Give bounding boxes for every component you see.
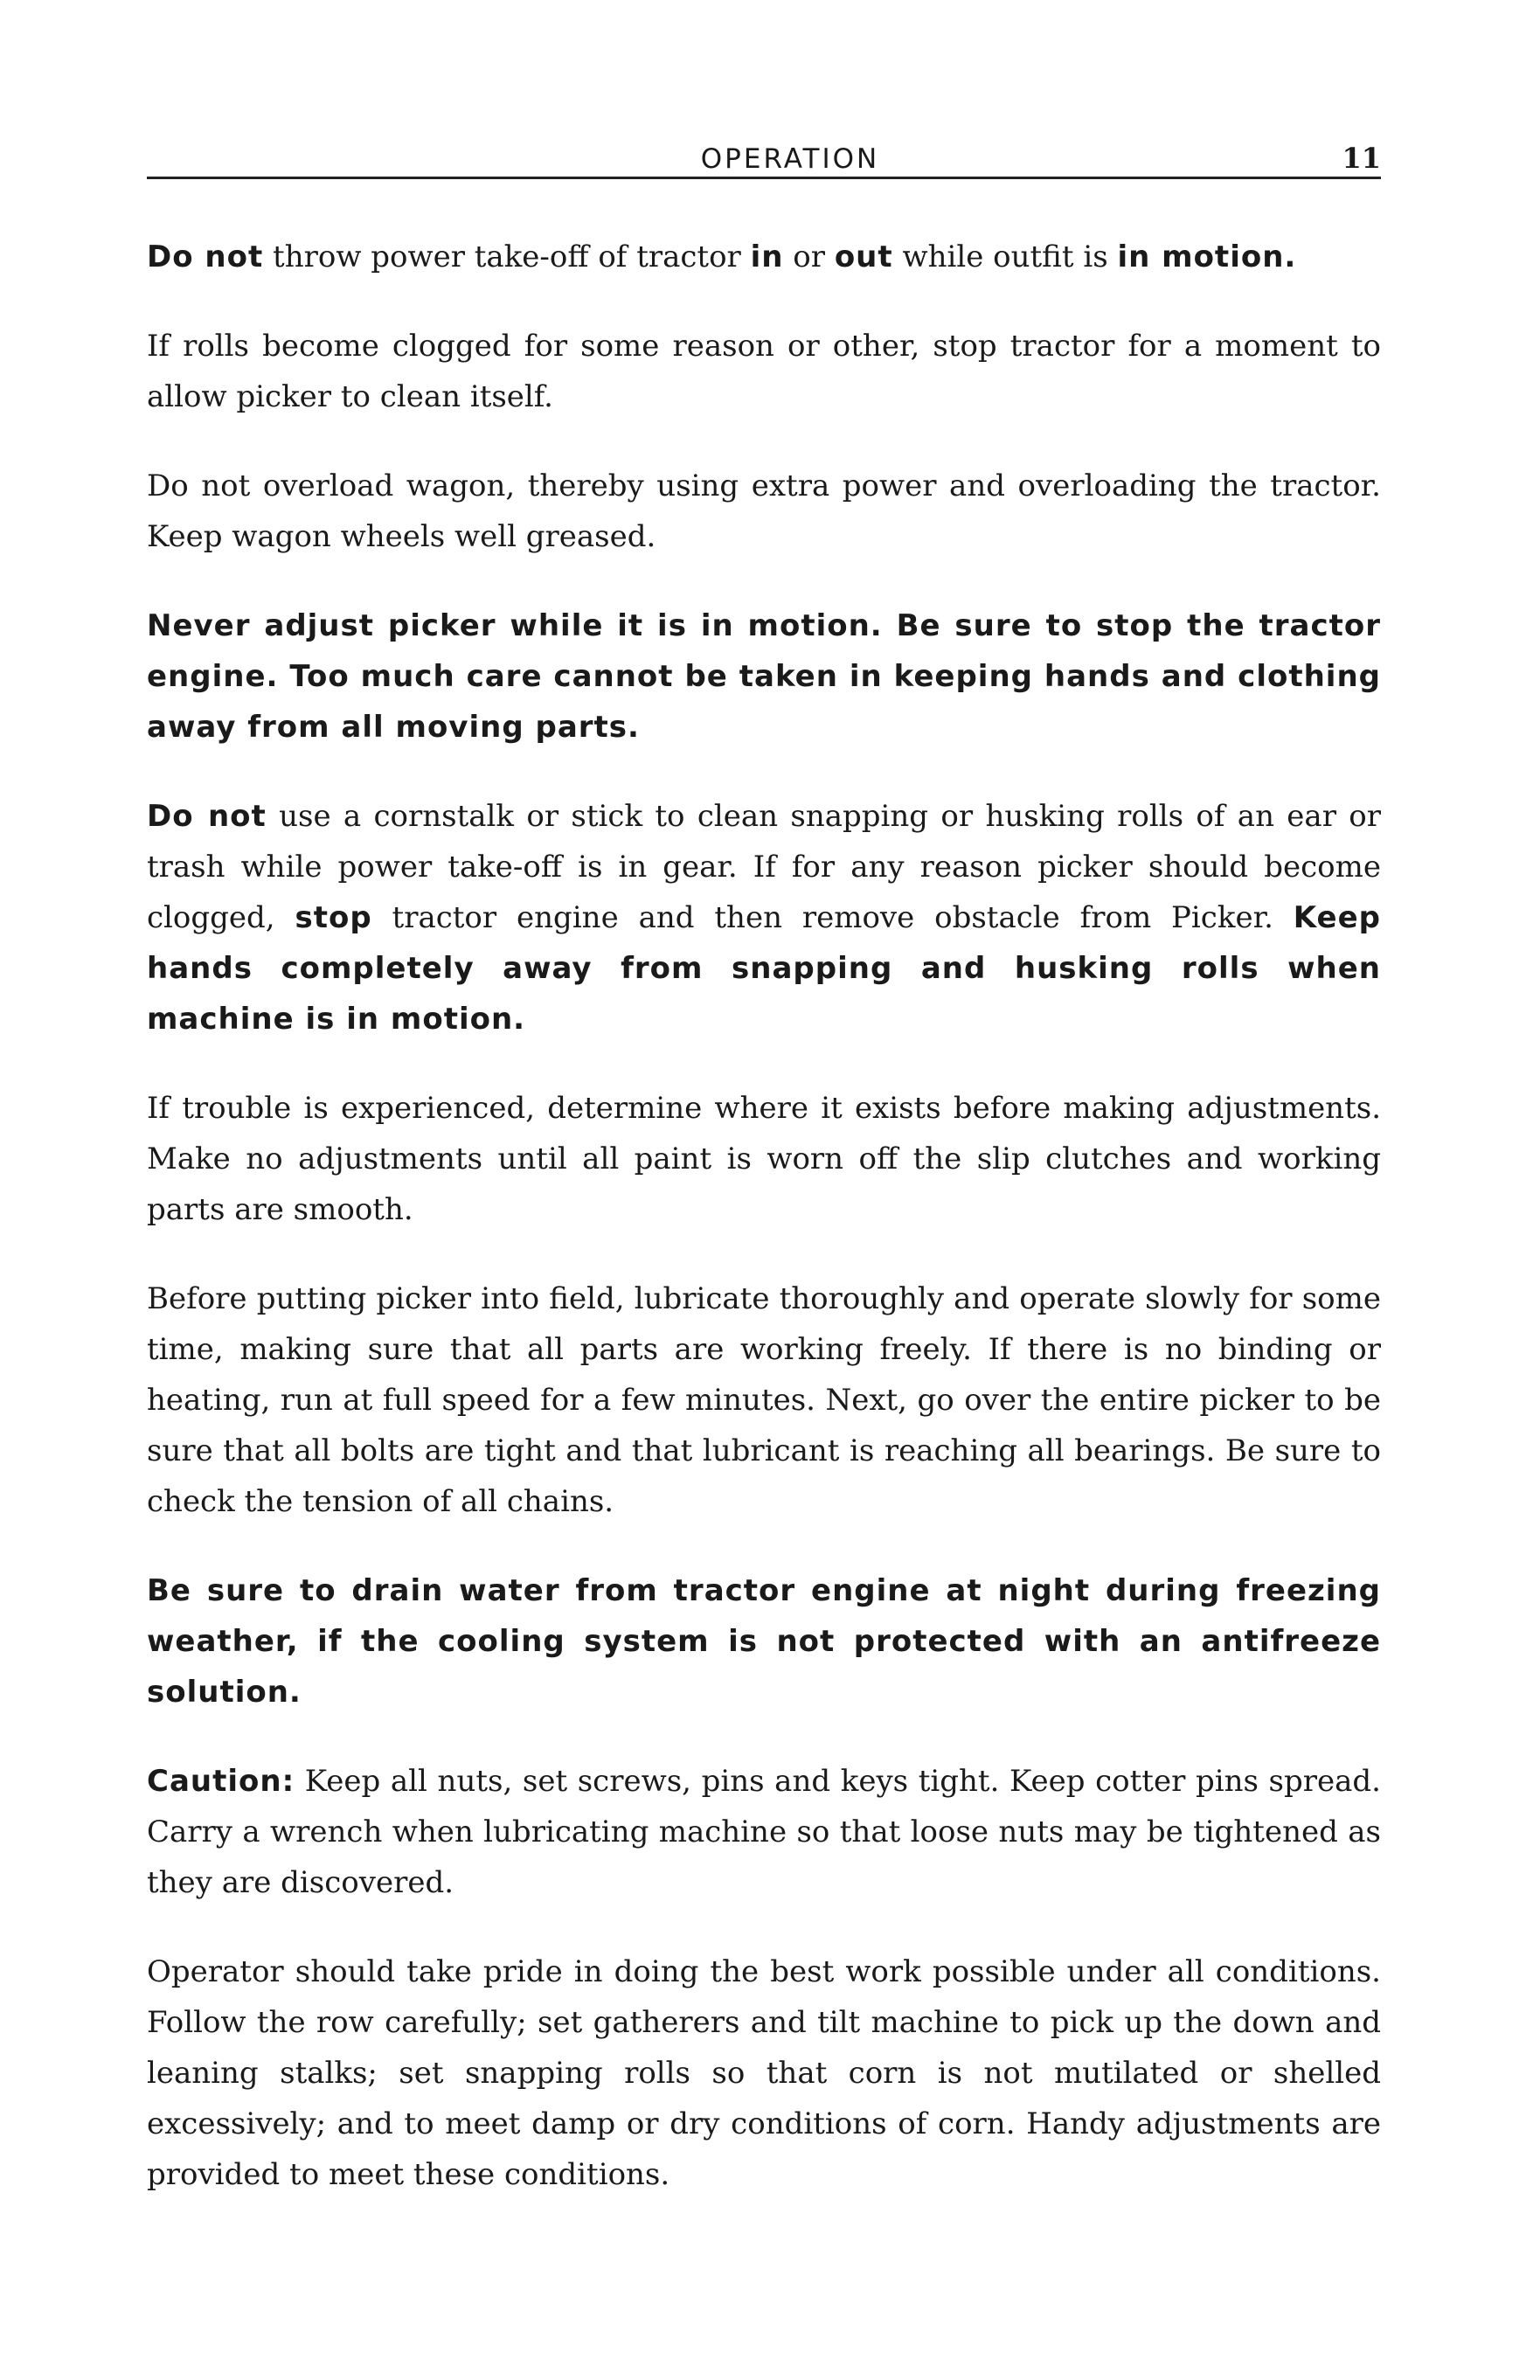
body-text: tractor engine and then remove obstacle from Picker. [371,900,1294,935]
paragraph-never-adjust-warning: Never adjust picker while it is in motion. Be sure to stop the tractor engine. Too much care cannot be taken in keeping hands and clothing away from all moving parts. [147,608,1381,745]
body-text: use a cornstalk or stick to clean snapping or husking rolls of an ear or trash while power take-off is in gear. If for any reason picker should become clogged, [147,799,1382,935]
paragraph-pto-warning [147,232,1381,282]
paragraph-operator-pride: Operator should take pride in doing the best work possible under all conditions. Follow the row carefully; set gatherers and tilt machine to pick up the down and leaning stalks; set snapping rolls so that corn is not mutilated or shelled excessively; and to meet damp or dry conditions of corn. Handy adjustments are provided to meet these conditions. [147,1954,1381,2192]
page-header [147,131,1381,179]
emphasis-text: Do not [147,799,267,834]
paragraph-caution [147,1756,1381,1908]
section-title: OPERATION [700,143,880,175]
paragraph-wagon-overload: Do not overload wagon, thereby using extra power and overloading the tractor. Keep wagon wheels well greased. [147,468,1381,554]
emphasis-text: out [834,239,893,274]
document-page [147,131,1381,2200]
body-text: or [783,239,835,274]
emphasis-text: in motion. [1117,239,1297,274]
emphasis-text: stop [295,900,372,935]
emphasis-text: Do not [147,239,264,274]
body-text: throw power take-off of tractor [263,239,751,274]
emphasis-text: Keep hands completely away from snapping and husking rolls when machine is in motion. [147,900,1381,1037]
body-text: while outfit is [892,239,1118,274]
paragraph-troubleshooting: If trouble is experienced, determine where it exists before making adjustments. Make no adjustments until all paint is worn off the slip clutches and working parts are smooth. [147,1091,1381,1227]
body-text: Keep all nuts, set screws, pins and keys tight. Keep cotter pins spread. Carry a wrench when lubricating machine so that loose nuts may be tightened as they are discovered. [147,1764,1381,1900]
emphasis-text: in [750,239,784,274]
page-number: 11 [1342,142,1381,175]
paragraph-cornstalk-warning [147,791,1381,1044]
caution-label: Caution: [147,1764,295,1799]
paragraph-freezing-warning: Be sure to drain water from tractor engine at night during freezing weather, if the cooling system is not protected with an antifreeze solution. [147,1573,1381,1710]
paragraph-clogged-rolls: If rolls become clogged for some reason or other, stop tractor for a moment to allow picker to clean itself. [147,329,1381,414]
paragraph-before-field: Before putting picker into field, lubricate thoroughly and operate slowly for some time, making sure that all parts are working freely. If there is no binding or heating, run at full speed for a few minutes. Next, go over the entire picker to be sure that all bolts are tight and that lubricant is reaching all bearings. Be sure to check the tension of all chains. [147,1281,1381,1519]
